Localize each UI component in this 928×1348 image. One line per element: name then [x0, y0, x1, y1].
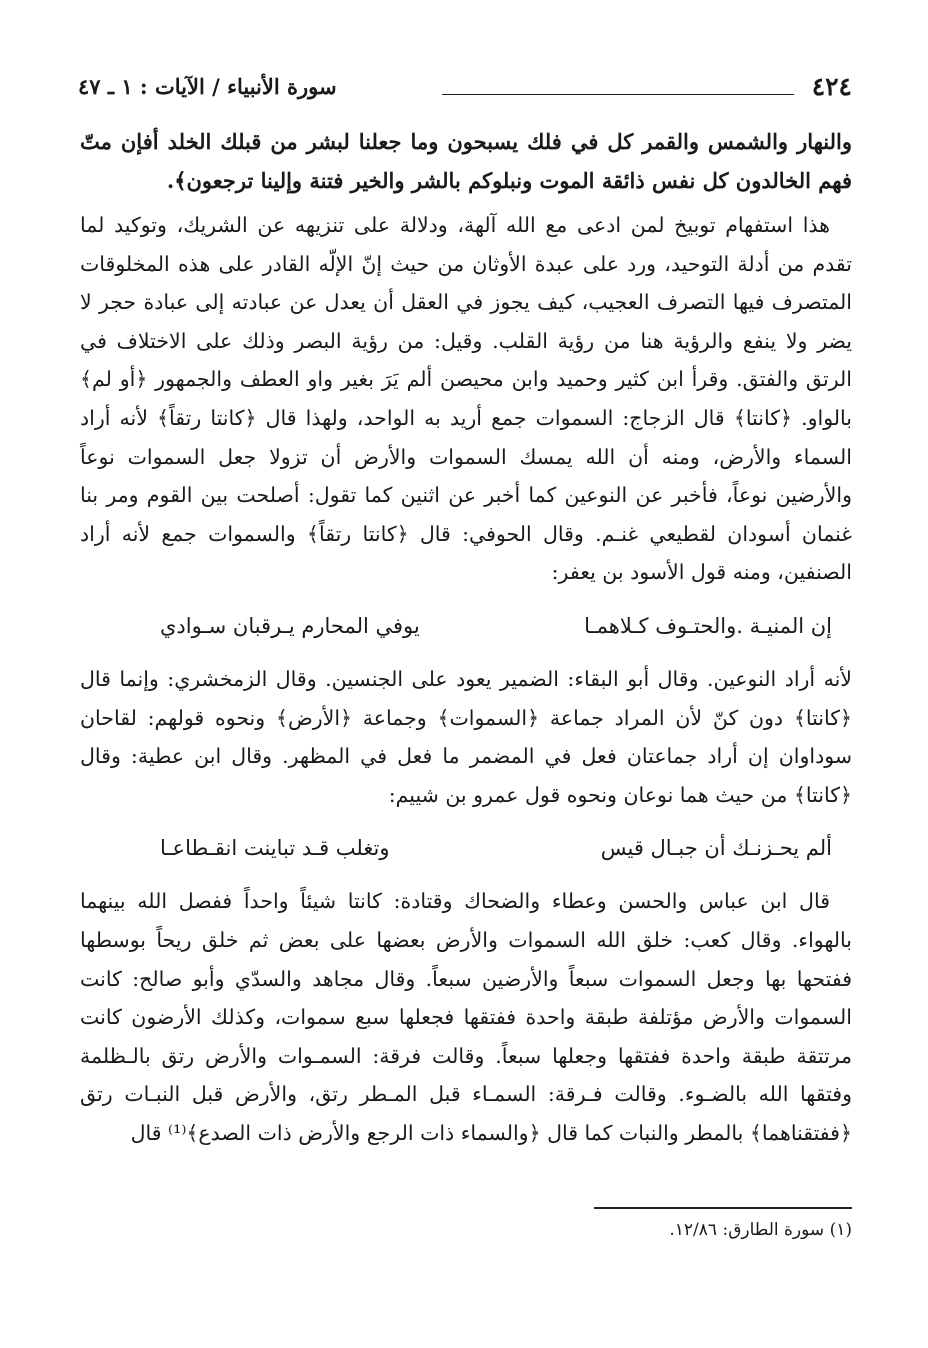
page-number: ٤٢٤: [811, 72, 852, 101]
paragraph: هذا استفهام توبيخ لمن ادعى مع الله آلهة، ودلالة على تنزيهه عن الشريك، وتوكيد لما تقدم من أدلة التوحيد، ورد على عبدة الأوثان من حيث إنّ الإلّه القادر على هذه المخلوقات المتصرف فيها التصرف العجيب، كيف يجوز في العقل أن يعدل عن عبادته إلى عبادة حجر لا يضر ولا ينفع والرؤية هنا من رؤية القلب. وقيل: من رؤية البصر وذلك على الاختلاف في الرتق والفتق. وقرأ ابن كثير وحميد وابن محيصن ألم يَرَ بغير واو العطف والجمهور ﴿أو لم﴾ بالواو. ﴿كانتا﴾ قال الزجاج: السموات جمع أريد به الواحد، ولهذا قال ﴿كانتا رتقاً﴾ لأنه أراد السماء والأرض، ومنه أن الله يمسك السموات والأرض أن تزولا جعل السموات نوعاً والأرضين نوعاً، فأخبر عن النوعين كما أخبر عن اثنين كما تقول: أصلحت بين القوم ومر بنا غنمان أسودان لقطيعي غنـم. وقال الحوفي: قال ﴿كانتا رتقاً﴾ والسموات جمع لأنه أراد الصنفين، ومنه قول الأسود بن يعفر:: [80, 213, 852, 585]
header-rule: [442, 94, 794, 95]
footnote: (١) سورة الطارق: ١٢/٨٦.: [669, 1220, 852, 1240]
poem-verse: [160, 606, 832, 646]
running-title: سورة الأنبياء / الآيات : ١ ـ ٤٧: [78, 74, 337, 99]
verse-second-hemistich: يوفي المحارم يـرقبان سـوادي: [160, 613, 420, 638]
verse-second-hemistich: وتغلب قـد تباينت انقـطاعـا: [160, 836, 390, 861]
page-header: [78, 72, 852, 112]
poem-verse: [160, 828, 832, 868]
verse-first-hemistich: ألم يحـزنـك أن جبـال قيس: [600, 836, 832, 861]
main-text: [80, 122, 852, 1152]
quran-passage: والنهار والشمس والقمر كل في فلك يسبحون وما جعلنا لبشر من قبلك الخلد أفإن متّ فهم الخالدون كل نفس ذائقة الموت ونبلوكم بالشر والخير فتنة وإلينا ترجعون﴾.: [80, 129, 852, 193]
verse-first-hemistich: إن المنيـة .والحتـوف كـلاهمـا: [584, 613, 832, 638]
footnote-rule: [594, 1207, 852, 1209]
paragraph: لأنه أراد النوعين. وقال أبو البقاء: الضمير يعود على الجنسين. وقال الزمخشري: وإنما قال ﴿كانتا﴾ دون كنّ لأن المراد جماعة ﴿السموات﴾ وجماعة ﴿الأرض﴾ ونحوه قولهم: لقاحان سوداوان إن أراد جماعتان فعل في المضمر ما فعل في المظهر. وقال ابن عطية: وقال ﴿كانتا﴾ من حيث هما نوعان ونحوه قول عمرو بن شييم:: [80, 666, 852, 807]
paragraph: قال ابن عباس والحسن وعطاء والضحاك وقتادة: كانتا شيئاً واحداً ففصل الله بينهما بالهواء. وقال كعب: خلق الله السموات والأرض بعضها على بعض ثم خلق ريحاً بوسطها ففتحها بها وجعل السموات سبعاً والأرضين سبعاً. وقال مجاهد والسدّي وأبو صالح: كانت السموات والأرض مؤتلفة طبقة واحدة ففتقها فجعلها سبع سموات، وكذلك الأرضون كانت مرتتقة طبقة واحدة ففتقها وجعلها سبعاً. وقالت فرقة: السمـوات والأرض رتق بالـظلمة وفتقها الله بالضـوء. وقالت فـرقة: السمـاء قبل المـطر رتق، والأرض قبل النبـات رتق ﴿ففتقناهما﴾ بالمطر والنبات كما قال ﴿والسماء ذات الرجع والأرض ذات الصدع﴾⁽¹⁾ قال: [80, 889, 852, 1145]
